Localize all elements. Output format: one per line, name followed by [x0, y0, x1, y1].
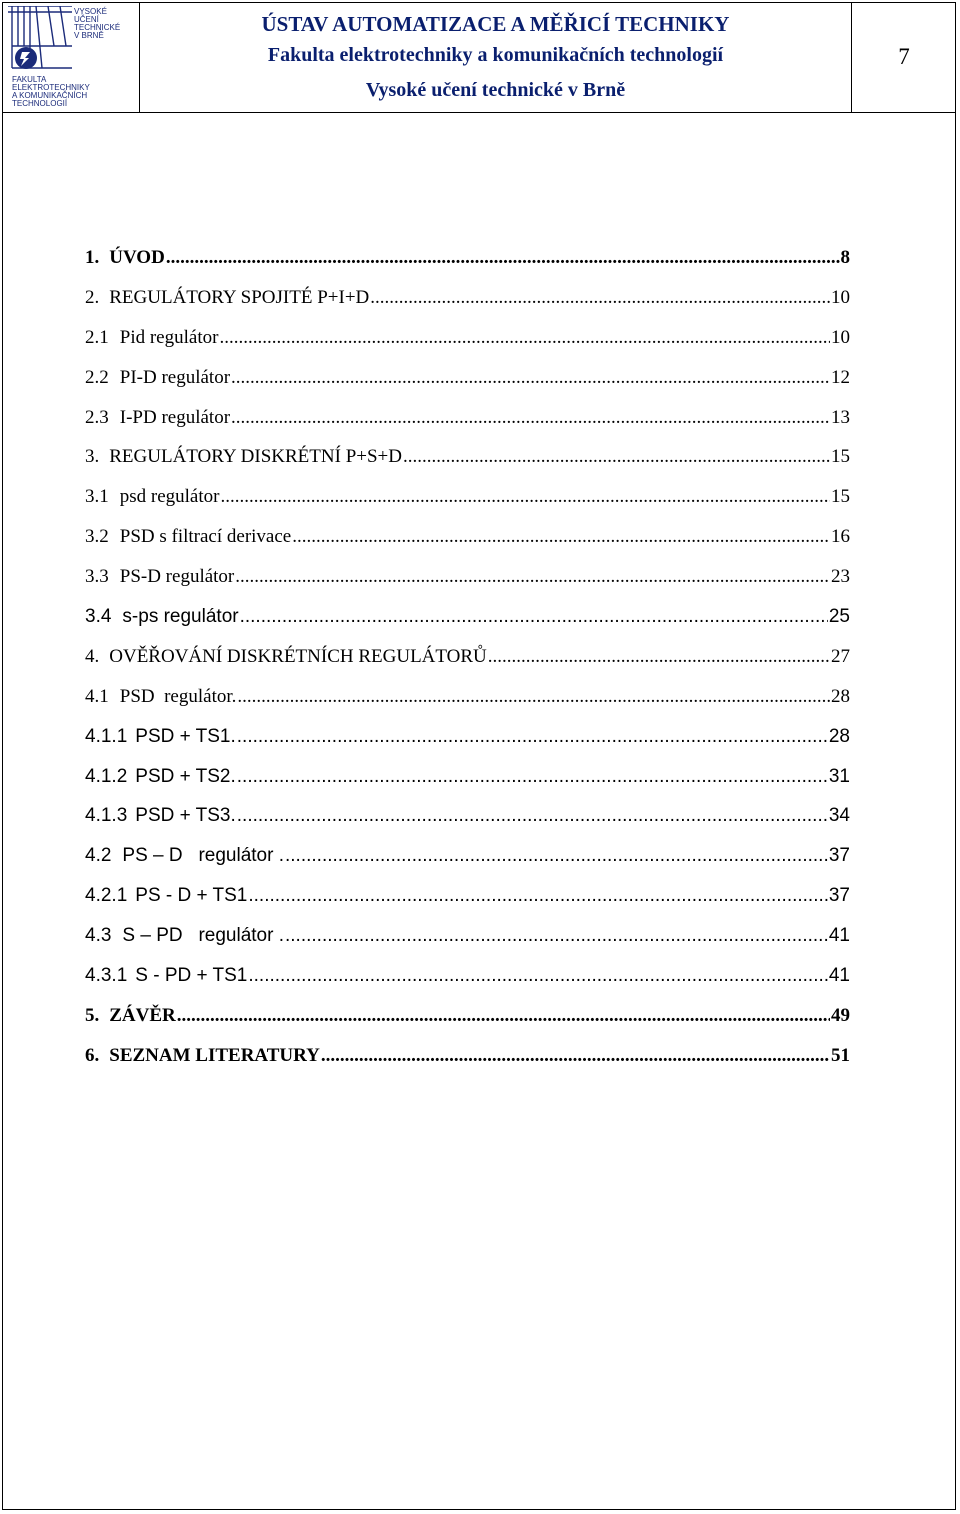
toc-entry[interactable]	[85, 606, 850, 646]
toc-entry-number: 2.3	[85, 406, 109, 428]
toc-entry-page: 37	[828, 845, 850, 867]
university-name: Vysoké učení technické v Brně	[365, 79, 626, 101]
toc-entry-page: 37	[828, 885, 850, 907]
toc-entry-page: 27	[831, 645, 850, 667]
toc-entry-number: 4.1.2	[85, 765, 128, 787]
toc-dot-leader	[248, 965, 827, 987]
toc-entry[interactable]	[85, 486, 850, 526]
toc-entry-title: ZÁVĚR	[109, 1004, 176, 1026]
toc-entry-title: S – PD regulátor .	[122, 925, 284, 947]
toc-entry[interactable]	[85, 726, 850, 766]
toc-entry-number: 4.2	[85, 845, 112, 867]
toc-entry-page: 10	[831, 326, 850, 348]
toc-entry-number: 3.4	[85, 606, 112, 628]
toc-entry-number: 1.	[85, 247, 100, 268]
toc-entry-page: 34	[828, 805, 850, 827]
toc-dot-leader	[231, 407, 830, 429]
toc-entry-number: 4.1.1	[85, 725, 128, 747]
toc-entry-page: 10	[831, 286, 850, 308]
toc-entry-page: 23	[831, 566, 850, 588]
toc-dot-leader	[237, 766, 828, 788]
toc-entry[interactable]	[85, 446, 850, 486]
toc-entry-number: 4.3	[85, 925, 112, 947]
toc-entry-page: 51	[831, 1044, 850, 1066]
toc-entry-number: 2.1	[85, 326, 109, 348]
toc-entry-number: 4.1.3	[85, 805, 128, 827]
toc-entry[interactable]	[85, 247, 850, 287]
logo-text-top: VYSOKÉ UČENÍ TECHNICKÉ V BRNĚ	[74, 7, 121, 40]
toc-dot-leader	[403, 446, 830, 468]
toc-entry-page: 12	[831, 366, 850, 388]
toc-entry-page: 49	[831, 1004, 850, 1026]
toc-dot-leader	[285, 925, 828, 947]
toc-entry[interactable]	[85, 367, 850, 407]
toc-entry-title: S - PD + TS1	[135, 965, 248, 987]
faculty-name: Fakulta elektrotechniky a komunikačních technologií	[267, 44, 724, 66]
faculty-logo	[2, 2, 140, 112]
toc-entry-page: 31	[828, 765, 850, 787]
toc-entry-number: 6.	[85, 1044, 100, 1066]
toc-dot-leader	[321, 1045, 830, 1067]
toc-entry-title: OVĚŘOVÁNÍ DISKRÉTNÍCH REGULÁTORŮ	[109, 645, 487, 667]
toc-entry[interactable]	[85, 965, 850, 1005]
toc-entry[interactable]	[85, 646, 850, 686]
toc-entry[interactable]	[85, 805, 850, 845]
toc-dot-leader	[237, 686, 830, 708]
page-header	[2, 2, 956, 113]
toc-entry-title: I-PD regulátor	[119, 406, 231, 428]
toc-dot-leader	[231, 367, 830, 389]
toc-dot-leader	[370, 287, 830, 309]
toc-entry[interactable]	[85, 925, 850, 965]
toc-dot-leader	[237, 805, 828, 827]
toc-entry-title: PSD regulátor.	[119, 685, 237, 707]
toc-entry-title: psd regulátor	[119, 486, 220, 508]
toc-entry[interactable]	[85, 686, 850, 726]
toc-entry-page: 28	[831, 685, 850, 707]
toc-entry-number: 4.3.1	[85, 965, 128, 987]
toc-entry-title: PS - D + TS1	[135, 885, 248, 907]
toc-dot-leader	[220, 486, 830, 508]
toc-dot-leader	[240, 606, 828, 628]
toc-entry[interactable]	[85, 566, 850, 606]
toc-entry[interactable]	[85, 885, 850, 925]
toc-entry[interactable]	[85, 1005, 850, 1045]
toc-entry-number: 4.2.1	[85, 885, 128, 907]
toc-entry-title: PSD + TS2.	[135, 765, 236, 787]
toc-dot-leader	[285, 845, 828, 867]
toc-entry-number: 2.2	[85, 366, 109, 388]
toc-entry[interactable]	[85, 287, 850, 327]
toc-dot-leader	[235, 566, 830, 588]
toc-entry-title: REGULÁTORY SPOJITÉ P+I+D	[109, 286, 370, 308]
logo-text-bottom: FAKULTA ELEKTROTECHNIKY A KOMUNIKAČNÍCH TECHNOLOGIÍ	[12, 75, 90, 108]
toc-entry-page: 25	[828, 606, 850, 628]
toc-dot-leader	[177, 1005, 830, 1027]
toc-entry-number: 4.	[85, 645, 100, 667]
toc-entry-number: 4.1	[85, 685, 109, 707]
toc-entry[interactable]	[85, 845, 850, 885]
toc-entry-title: ÚVOD	[109, 247, 165, 268]
toc-entry-page: 15	[831, 446, 850, 468]
toc-entry-page: 28	[828, 725, 850, 747]
toc-entry-number: 3.3	[85, 566, 109, 588]
toc-entry-title: PSD s filtrací derivace	[119, 526, 292, 548]
toc-entry-title: REGULÁTORY DISKRÉTNÍ P+S+D	[109, 446, 402, 468]
table-of-contents	[85, 247, 850, 1085]
toc-dot-leader	[237, 726, 828, 748]
toc-entry-page: 15	[831, 486, 850, 508]
toc-entry[interactable]	[85, 1045, 850, 1085]
toc-entry-title: s-ps regulátor	[122, 606, 239, 628]
toc-entry-page: 13	[831, 406, 850, 428]
toc-dot-leader	[166, 247, 840, 269]
toc-entry-number: 5.	[85, 1004, 100, 1026]
toc-dot-leader	[248, 885, 827, 907]
toc-entry[interactable]	[85, 526, 850, 566]
toc-entry-number: 3.	[85, 446, 100, 468]
vut-logo-icon	[8, 6, 72, 72]
toc-entry[interactable]	[85, 766, 850, 806]
toc-entry[interactable]	[85, 407, 850, 447]
toc-entry-page: 16	[831, 526, 850, 548]
toc-entry-number: 3.1	[85, 486, 109, 508]
header-title-block	[140, 2, 851, 112]
page-number: 7	[851, 2, 956, 112]
toc-entry-page: 41	[828, 965, 850, 987]
toc-entry-title: PS-D regulátor	[119, 566, 235, 588]
toc-entry-title: PI-D regulátor	[119, 366, 231, 388]
toc-entry-title: SEZNAM LITERATURY	[109, 1044, 320, 1066]
toc-dot-leader	[219, 327, 830, 349]
toc-entry[interactable]	[85, 327, 850, 367]
toc-entry-title: PS – D regulátor .	[122, 845, 284, 867]
toc-entry-title: PSD + TS3.	[135, 805, 236, 827]
toc-dot-leader	[292, 526, 830, 548]
toc-dot-leader	[488, 646, 830, 668]
toc-entry-number: 3.2	[85, 526, 109, 548]
institute-name: ÚSTAV AUTOMATIZACE A MĚŘICÍ TECHNIKY	[261, 12, 730, 36]
toc-entry-title: PSD + TS1.	[135, 725, 236, 747]
toc-entry-page: 41	[828, 925, 850, 947]
toc-entry-page: 8	[840, 247, 850, 268]
toc-entry-number: 2.	[85, 286, 100, 308]
toc-entry-title: Pid regulátor	[119, 326, 219, 348]
